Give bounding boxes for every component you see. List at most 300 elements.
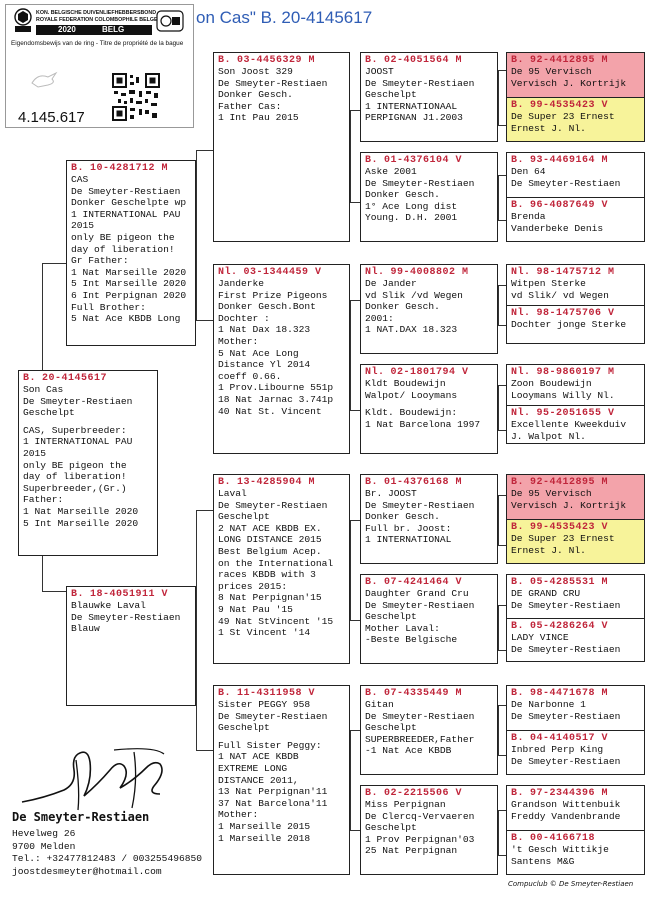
detail-line: 1 Marseille 2018 — [218, 832, 311, 844]
pigeon-card-gen5[interactable] — [507, 53, 644, 97]
ring-code: 03-4456329 M — [237, 55, 316, 66]
detail-line: 1 St Vincent '14 — [218, 627, 311, 639]
pigeon-card-gen5[interactable] — [507, 786, 644, 830]
ring-number — [511, 788, 640, 799]
ring-number — [71, 163, 191, 174]
connector — [42, 263, 68, 264]
connector — [498, 285, 499, 325]
pigeon-card-gen4[interactable] — [360, 52, 498, 142]
detail-line: De Smeyter-Restiaen — [218, 77, 328, 89]
detail-line: De Smeyter-Restiaen — [511, 710, 621, 722]
detail-line: De Smeyter-Restiaen — [365, 499, 475, 511]
pigeon-card-gen5[interactable] — [507, 475, 644, 519]
connector — [350, 620, 360, 621]
ring-code: 02-1801794 V — [390, 367, 469, 378]
pigeon-card-gen4[interactable] — [360, 474, 498, 564]
detail-line: Laval — [218, 488, 247, 499]
detail-line: Geschelpt — [218, 722, 270, 734]
connector — [498, 125, 506, 126]
pigeon-details — [365, 799, 493, 857]
pigeon-card-dam[interactable] — [66, 586, 196, 706]
connector — [350, 730, 351, 830]
connector — [350, 300, 351, 410]
detail-line: Gr Father: — [71, 255, 129, 267]
year-band — [36, 25, 152, 35]
pigeon-card-gen5[interactable] — [507, 575, 644, 618]
detail-line: Vervisch J. Kortrijk — [511, 499, 627, 511]
detail-line: Den 64 — [511, 166, 546, 177]
pigeon-card-sire[interactable] — [66, 160, 196, 346]
detail-line: EXTREME LONG — [218, 762, 288, 774]
ring-number — [511, 833, 640, 844]
connector — [498, 220, 506, 221]
pigeon-card-gen5[interactable] — [507, 830, 644, 875]
pigeon-card-gen3[interactable] — [213, 474, 350, 664]
country-code: Nl. — [511, 267, 531, 278]
detail-line: 1 INTERNATIONAL PAU — [23, 436, 133, 448]
country-code: B. — [511, 577, 525, 588]
pigeon-card-gen5[interactable] — [507, 197, 644, 242]
pigeon-card-gen4[interactable] — [360, 364, 498, 454]
connector — [498, 175, 506, 176]
connector — [498, 175, 499, 220]
pigeon-pair-gen5 — [506, 52, 645, 142]
federation-name-fr: ROYALE FEDERATION COLOMBOPHILE BELGE — [36, 17, 158, 23]
pigeon-card-gen3[interactable] — [213, 264, 350, 454]
connector — [498, 285, 506, 286]
detail-line: Santens M&G — [511, 855, 575, 867]
connector — [498, 495, 506, 496]
pigeon-details — [365, 166, 493, 224]
pigeon-details — [71, 174, 191, 325]
pigeon-details — [365, 699, 493, 757]
ring-number — [218, 267, 345, 278]
ring-number — [511, 55, 640, 66]
pigeon-card-gen3[interactable] — [213, 52, 350, 242]
detail-line: Geschelpt — [365, 611, 417, 623]
ring-code: 05-4285531 M — [530, 577, 609, 588]
ring-code: 93-4469164 M — [530, 155, 609, 166]
country-code: B. — [511, 200, 525, 211]
pigeon-details — [365, 66, 493, 124]
country-code: Nl. — [511, 408, 531, 419]
ring-number — [365, 55, 493, 66]
ring-number — [365, 267, 493, 278]
detail-line: SUPERBREEDER,Father — [365, 733, 475, 745]
country-code: Nl. — [365, 267, 385, 278]
ring-number — [218, 477, 345, 488]
pigeon-pair-gen5 — [506, 574, 645, 662]
ring-code: 98-1475706 V — [536, 308, 615, 319]
pigeon-details — [218, 488, 345, 639]
detail-line: De Smeyter-Restiaen — [23, 395, 133, 407]
ring-code: 98-1475712 M — [536, 267, 615, 278]
federation-name-nl: KON. BELGISCHE DUIVENLIEFHEBBERSBOND — [36, 10, 157, 16]
detail-line: Mother: — [218, 335, 259, 347]
country-code: B. — [365, 688, 379, 699]
detail-line: 5 Int Marseille 2020 — [23, 517, 139, 529]
ring-number — [365, 688, 493, 699]
detail-line: Kldt Boudewijn — [365, 378, 446, 389]
connector — [498, 605, 499, 650]
detail-line: Father: — [23, 494, 64, 506]
ring-code: 01-4376168 M — [384, 477, 463, 488]
country-code: B. — [511, 522, 525, 533]
connector — [498, 755, 506, 756]
detail-line: De 95 Vervisch — [511, 66, 592, 77]
pigeon-card-subject[interactable] — [18, 370, 158, 556]
detail-line: De Smeyter-Restiaen — [511, 643, 621, 655]
connector — [350, 410, 360, 411]
connector — [350, 520, 351, 620]
connector — [196, 320, 213, 321]
detail-line: Full br. Joost: — [365, 522, 452, 534]
connector — [498, 495, 499, 545]
pigeon-card-gen4[interactable] — [360, 785, 498, 875]
detail-line: Zoon Boudewijn — [511, 378, 592, 389]
detail-line: 5 Nat Ace Long — [218, 347, 299, 359]
detail-line: Donker Geschelpte wp — [71, 197, 187, 209]
pigeon-pair-gen5 — [506, 474, 645, 564]
ring-code: 11-4311958 V — [237, 688, 316, 699]
detail-line: Blauw — [71, 623, 100, 635]
pigeon-card-gen4[interactable] — [360, 685, 498, 775]
country-code: B. — [218, 477, 232, 488]
detail-line: 1 Nat Marseille 2020 — [23, 505, 139, 517]
detail-line: De Clercq-Vervaeren — [365, 810, 475, 822]
detail-line: Distance Yl 2014 — [218, 359, 311, 371]
pigeon-card-gen5[interactable] — [507, 405, 644, 444]
ring-number: 4.145.617 — [18, 109, 85, 126]
detail-line: Inbred Perp King — [511, 744, 604, 755]
connector — [498, 705, 506, 706]
ring-code: 92-4412895 M — [530, 477, 609, 488]
detail-line: DE GRAND CRU — [511, 588, 581, 599]
detail-line: vd Slik/ vd Wegen — [511, 289, 609, 301]
detail-line: 1 Nat Marseille 2020 — [71, 266, 187, 278]
country-code: B. — [365, 577, 379, 588]
detail-line: De Smeyter-Restiaen — [218, 499, 328, 511]
ring-number — [511, 522, 640, 533]
connector — [498, 650, 506, 651]
detail-line: 1 Nat Dax 18.323 — [218, 324, 311, 336]
country-code: B. — [511, 733, 525, 744]
country-code: B. — [511, 833, 525, 844]
pigeon-card-gen4[interactable] — [360, 574, 498, 664]
pigeon-card-gen4[interactable] — [360, 152, 498, 242]
detail-line: CAS, Superbreeder: — [23, 424, 127, 436]
pigeon-details — [365, 278, 493, 336]
detail-line: races KBDB with 3 — [218, 569, 316, 581]
detail-line: Donker Gesch. — [365, 189, 440, 201]
pigeon-details — [23, 384, 153, 529]
ring-number — [23, 373, 153, 384]
ring-code: 10-4281712 M — [90, 163, 169, 174]
detail-line: 1 Marseille 2015 — [218, 820, 311, 832]
detail-line: only BE pigeon the — [23, 459, 127, 471]
owner-street: Hevelweg 26 — [12, 828, 76, 839]
connector — [498, 385, 499, 430]
ring-code: 99-4008802 M — [390, 267, 469, 278]
ring-number — [511, 621, 640, 632]
country-code: B. — [511, 621, 525, 632]
connector — [498, 70, 506, 71]
detail-line: De Smeyter-Restiaen — [365, 599, 475, 611]
detail-line: Grandson Wittenbuik — [511, 799, 621, 810]
pigeon-card-gen5[interactable] — [507, 730, 644, 775]
ring-country: BELG — [102, 25, 125, 34]
detail-line: 13 Nat Perpignan'11 — [218, 786, 328, 798]
detail-line: Donker Gesch. — [365, 511, 440, 523]
ring-number — [218, 55, 345, 66]
detail-line: De Smeyter-Restiaen — [511, 177, 621, 189]
ring-emblem-icon — [156, 10, 184, 32]
ring-code: 92-4412895 M — [530, 55, 609, 66]
pigeon-card-gen5[interactable] — [507, 519, 644, 564]
connector — [42, 591, 68, 592]
ring-ownership-card — [5, 4, 194, 128]
ring-number — [71, 589, 191, 600]
detail-line: Mother Laval: — [365, 622, 440, 634]
country-code: B. — [365, 155, 379, 166]
detail-line: 37 Nat Barcelona'11 — [218, 797, 328, 809]
pigeon-details — [365, 488, 493, 546]
footer-credit: Compuclub © De Smeyter-Restiaen — [508, 880, 634, 888]
detail-line: Son Joost 329 — [218, 66, 293, 77]
ring-number — [511, 577, 640, 588]
detail-line: 1 Nat Barcelona 1997 — [365, 418, 481, 430]
signature-icon — [14, 740, 184, 815]
detail-line: Full Brother: — [71, 301, 146, 313]
pigeon-details — [218, 66, 345, 124]
ring-number — [511, 477, 640, 488]
ring-code: 95-2051655 V — [536, 408, 615, 419]
connector — [498, 385, 506, 386]
country-code: B. — [511, 788, 525, 799]
ring-code: 07-4335449 M — [384, 688, 463, 699]
detail-line: 1° Ace Long dist — [365, 200, 458, 212]
detail-line: 1 Prov.Libourne 551p — [218, 382, 334, 394]
connector — [196, 750, 213, 751]
detail-line: day of liberation! — [23, 471, 127, 483]
connector — [350, 300, 360, 301]
detail-line: coeff 0.66. — [218, 370, 282, 382]
ring-number — [365, 577, 493, 588]
ring-code: 96-4087649 V — [530, 200, 609, 211]
detail-line: De Smeyter-Restiaen — [71, 185, 181, 197]
detail-line: Looymans Willy Nl. — [511, 389, 615, 401]
detail-line: De Smeyter-Restiaen — [365, 710, 475, 722]
detail-line: only BE pigeon the — [71, 231, 175, 243]
pigeon-card-gen5[interactable] — [507, 265, 644, 305]
ownership-text: Eigendomsbewijs van de ring - Titre de propriété de la bague — [11, 40, 184, 47]
connector — [196, 510, 213, 511]
detail-line: day of liberation! — [71, 243, 175, 255]
pigeon-card-gen4[interactable] — [360, 264, 498, 354]
detail-line: Daughter Grand Cru — [365, 588, 469, 599]
detail-line: -Beste Belgische — [365, 634, 458, 646]
ring-number — [365, 367, 493, 378]
connector — [42, 263, 43, 370]
detail-line: Geschelpt — [365, 722, 417, 734]
detail-line: -1 Nat Ace KBDB — [365, 745, 452, 757]
detail-line: Superbreeder,(Gr.) — [23, 482, 127, 494]
ring-code: 97-2344396 M — [530, 788, 609, 799]
detail-line: Blauwke Laval — [71, 600, 146, 611]
country-code: B. — [71, 589, 85, 600]
country-code: Nl. — [218, 267, 238, 278]
ring-number — [511, 200, 640, 211]
pigeon-card-gen3[interactable] — [213, 685, 350, 875]
detail-line: 1 INTERNATIONAAL — [365, 100, 458, 112]
detail-line: Kldt. Boudewijn: — [365, 407, 458, 419]
country-code: B. — [218, 55, 232, 66]
detail-line: 1 Int Pau 2015 — [218, 112, 299, 124]
country-code: B. — [23, 373, 37, 384]
detail-line: Father Cas: — [218, 100, 282, 112]
ring-code: 18-4051911 V — [90, 589, 169, 600]
pigeon-card-gen5[interactable] — [507, 686, 644, 730]
detail-line: First Prize Pigeons — [218, 289, 328, 301]
detail-line: 25 Nat Perpignan — [365, 845, 458, 857]
connector — [350, 202, 360, 203]
connector — [498, 325, 506, 326]
ring-code: 00-4166718 — [530, 833, 596, 844]
ring-number — [365, 788, 493, 799]
pigeon-pair-gen5 — [506, 364, 645, 444]
detail-line: Dochter jonge Sterke — [511, 319, 627, 330]
ring-year: 2020 — [58, 25, 76, 34]
detail-line: Vervisch J. Kortrijk — [511, 77, 627, 89]
connector — [498, 430, 506, 431]
connector — [350, 110, 360, 111]
detail-line: De 95 Vervisch — [511, 488, 592, 499]
detail-line: Geschelpt — [218, 511, 270, 523]
connector — [350, 520, 360, 521]
ring-code: 98-4471678 M — [530, 688, 609, 699]
detail-line: Gitan — [365, 699, 394, 710]
pigeon-details — [365, 378, 493, 430]
detail-line: Vanderbeke Denis — [511, 222, 604, 234]
detail-line: 18 Nat Jarnac 3.741p — [218, 393, 334, 405]
ring-number — [511, 308, 640, 319]
detail-line: Young. D.H. 2001 — [365, 212, 458, 224]
detail-line: Geschelpt — [23, 407, 75, 419]
detail-line: Donker Gesch. — [365, 301, 440, 313]
detail-line: 1 NAT ACE KBDB — [218, 751, 299, 763]
detail-line: 2015 — [71, 220, 95, 232]
detail-line: De Smeyter-Restiaen — [71, 611, 181, 623]
ring-number — [365, 155, 493, 166]
detail-line: De Super 23 Ernest — [511, 111, 615, 122]
detail-line: De Smeyter-Restiaen — [511, 755, 621, 767]
detail-line: Witpen Sterke — [511, 278, 586, 289]
connector — [196, 150, 197, 320]
pigeon-card-gen5[interactable] — [507, 365, 644, 405]
detail-line: PERPIGNAN J1.2003 — [365, 112, 463, 124]
detail-line: 2 NAT ACE KBDB EX. — [218, 522, 322, 534]
ring-code: 99-4535423 V — [530, 522, 609, 533]
detail-line: 1 INTERNATIONAL PAU — [71, 208, 181, 220]
detail-line: De Narbonne 1 — [511, 699, 586, 710]
detail-line: Brenda — [511, 211, 546, 222]
country-code: B. — [511, 100, 525, 111]
ring-number — [511, 733, 640, 744]
detail-line: JOOST — [365, 66, 394, 77]
detail-line: on the International — [218, 557, 334, 569]
detail-line: Full Sister Peggy: — [218, 739, 322, 751]
detail-line: De Smeyter-Restiaen — [511, 599, 621, 611]
ring-code: 05-4286264 V — [530, 621, 609, 632]
detail-line: DISTANCE 2011, — [218, 774, 299, 786]
pigeon-pair-gen5 — [506, 785, 645, 875]
ring-number — [511, 100, 640, 111]
detail-line: J. Walpot Nl. — [511, 430, 586, 442]
ring-code: 04-4140517 V — [530, 733, 609, 744]
country-code: B. — [365, 55, 379, 66]
detail-line: 8 Nat Perpignan'15 — [218, 592, 322, 604]
detail-line: LADY VINCE — [511, 632, 569, 643]
pigeon-card-gen5[interactable] — [507, 97, 644, 142]
detail-line: Aske 2001 — [365, 166, 417, 177]
ring-code: 02-4051564 M — [384, 55, 463, 66]
pigeon-card-gen5[interactable] — [507, 153, 644, 197]
country-code: Nl. — [365, 367, 385, 378]
detail-line: 1 Prov Perpignan'03 — [365, 833, 475, 845]
ring-code: 20-4145617 — [42, 373, 108, 384]
detail-line: Freddy Vandenbrande — [511, 810, 621, 822]
pedigree-title: on Cas" B. 20-4145617 — [196, 8, 373, 27]
detail-line: Br. JOOST — [365, 488, 417, 499]
country-code: B. — [365, 788, 379, 799]
country-code: Nl. — [511, 308, 531, 319]
detail-line: Mother: — [218, 809, 259, 821]
detail-line: 2015 — [23, 447, 47, 459]
connector — [498, 855, 506, 856]
detail-line: Excellente Kweekduiv — [511, 419, 627, 430]
ring-code: 07-4241464 V — [384, 577, 463, 588]
owner-name: De Smeyter-Restiaen — [12, 810, 150, 824]
detail-line: De Super 23 Ernest — [511, 533, 615, 544]
connector — [350, 830, 360, 831]
detail-line: Walpot/ Looymans — [365, 389, 458, 401]
connector — [498, 70, 499, 125]
detail-line: 't Gesch Wittikje — [511, 844, 609, 855]
owner-email[interactable]: joostdesmeyter@hotmail.com — [12, 866, 162, 877]
connector — [196, 150, 213, 151]
federation-logo — [12, 8, 34, 34]
ring-number — [511, 155, 640, 166]
detail-line: Donker Gesch.Bont — [218, 301, 316, 313]
detail-line: Donker Gesch. — [218, 89, 293, 101]
detail-line: Geschelpt — [365, 89, 417, 101]
pigeon-details — [71, 600, 191, 635]
owner-phone: Tel.: +32477812483 / 003255496850 — [12, 853, 202, 864]
detail-line: Dochter : — [218, 312, 270, 324]
detail-line: prices 2015: — [218, 580, 288, 592]
detail-line: 5 Nat Ace KBDB Long — [71, 313, 181, 325]
country-code: B. — [511, 688, 525, 699]
pigeon-card-gen5[interactable] — [507, 305, 644, 344]
detail-line: CAS — [71, 174, 89, 185]
detail-line: Best Belgium Acep. — [218, 545, 322, 557]
pigeon-card-gen5[interactable] — [507, 618, 644, 662]
detail-line: 6 Int Perpignan 2020 — [71, 289, 187, 301]
connector — [498, 810, 499, 855]
detail-line: Ernest J. Nl. — [511, 544, 586, 556]
ring-code: 98-9860197 M — [536, 367, 615, 378]
detail-line: 1 NAT.DAX 18.323 — [365, 324, 458, 336]
